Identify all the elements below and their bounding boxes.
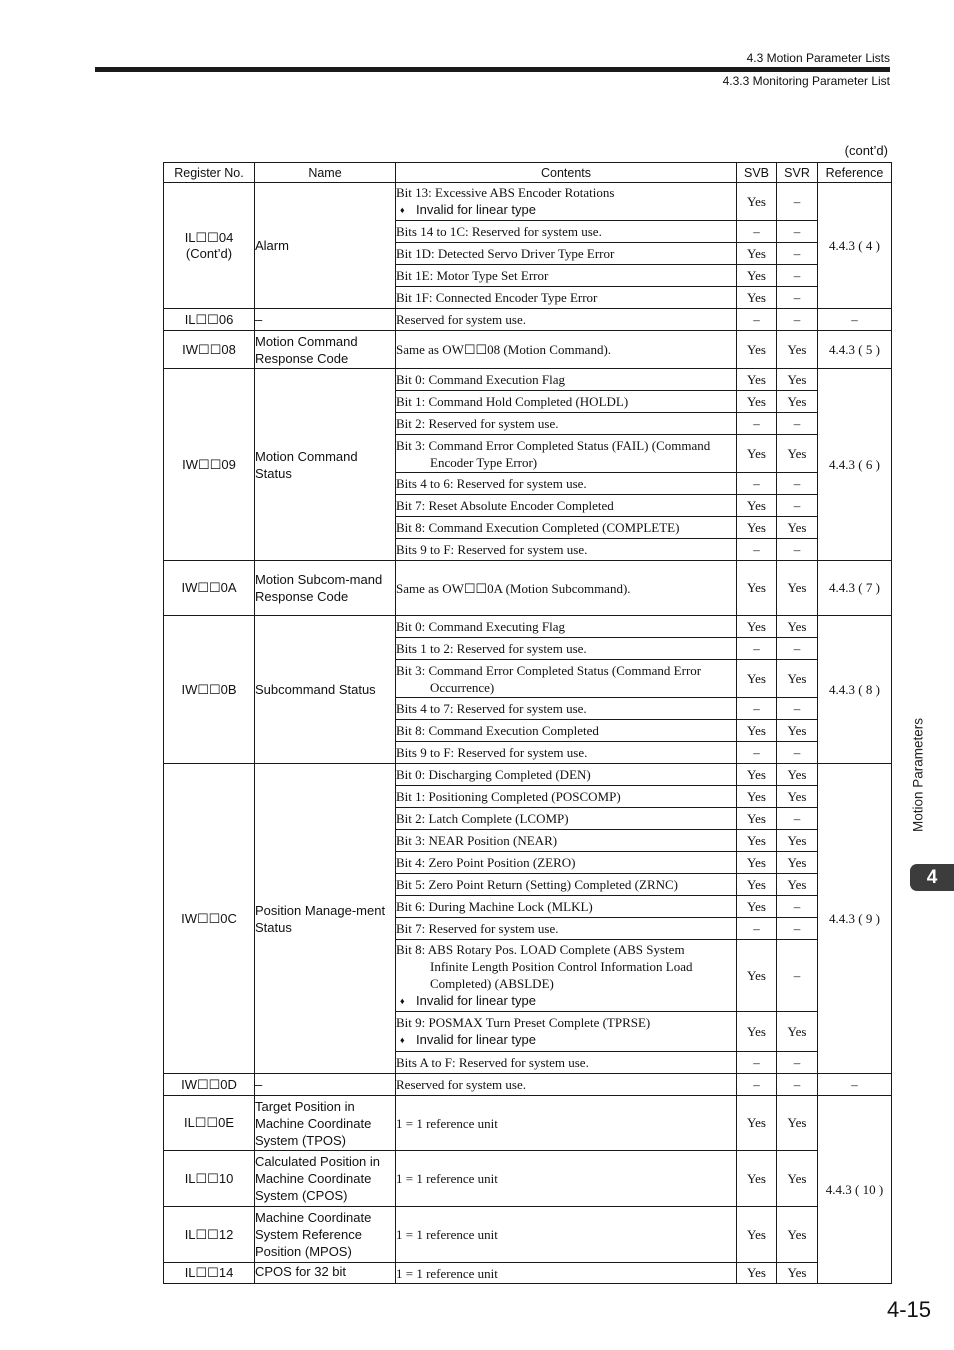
parameter-name: Alarm [255, 183, 396, 309]
svr-cell: – [777, 918, 818, 940]
contents-line: Bits 1 to 2: Reserved for system use. [396, 641, 587, 656]
table-row [164, 369, 892, 391]
svr-cell: Yes [777, 764, 818, 786]
register-number: IL☐☐12 [184, 1226, 234, 1242]
svb-cell: – [737, 413, 777, 435]
table-row [164, 561, 892, 616]
note-line [396, 992, 736, 1010]
svb-cell: Yes [737, 265, 777, 287]
contents-line: Bit 13: Excessive ABS Encoder Rotations [396, 184, 615, 200]
contents-cell [396, 1012, 737, 1052]
svr-cell: – [777, 309, 818, 331]
contents-line: Bit 0: Command Execution Flag [396, 372, 565, 387]
col-svr: SVR [777, 163, 818, 183]
register-number: IW☐☐0A [181, 580, 237, 595]
svb-cell: Yes [737, 287, 777, 309]
register-cell [164, 369, 255, 561]
svr-cell: – [777, 495, 818, 517]
contents-cell [396, 698, 737, 720]
table-header-row [164, 163, 892, 183]
contents-line: Reserved for system use. [396, 312, 526, 327]
svr-cell: – [777, 183, 818, 221]
contents-line: Bit 0: Command Executing Flag [396, 619, 565, 634]
contents-cell [396, 616, 737, 638]
contents-line: Same as OW☐☐0A (Motion Subcommand). [396, 580, 631, 596]
svb-cell: Yes [737, 786, 777, 808]
contents-line: Bit 1D: Detected Servo Driver Type Error [396, 246, 615, 261]
register-number: IW☐☐0B [181, 681, 237, 697]
contents-line: Same as OW☐☐08 (Motion Command). [396, 342, 612, 357]
note-text: Invalid for linear type [416, 1031, 536, 1047]
svb-cell: – [737, 1074, 777, 1096]
svr-cell: Yes [777, 1151, 818, 1207]
svb-cell: Yes [737, 1151, 777, 1207]
svb-cell: – [737, 309, 777, 331]
contents-line: Bit 2: Reserved for system use. [396, 416, 559, 431]
svr-cell: Yes [777, 1207, 818, 1263]
register-number: IL☐☐04 [184, 230, 234, 245]
contents-cell [396, 391, 737, 413]
parameter-name: – [255, 1074, 396, 1096]
register-number: IW☐☐08 [182, 341, 236, 357]
svr-cell: – [777, 698, 818, 720]
col-name: Name [255, 163, 396, 183]
contents-cell [396, 265, 737, 287]
contents-line: Bit 1: Command Hold Completed (HOLDL) [396, 394, 629, 409]
reference-cell: – [818, 1074, 892, 1096]
svb-cell: Yes [737, 830, 777, 852]
side-tab [904, 705, 932, 845]
contents-line: Bit 0: Discharging Completed (DEN) [396, 767, 591, 782]
svr-cell: – [777, 473, 818, 495]
contents-line: Bit 8: ABS Rotary Pos. LOAD Complete (ABS System [396, 941, 685, 957]
svb-cell: – [737, 473, 777, 495]
svb-cell: Yes [737, 435, 777, 473]
table-row [164, 331, 892, 369]
bullet-icon: ♦ [400, 1035, 405, 1046]
svb-cell: – [737, 1052, 777, 1074]
contents-cell [396, 539, 737, 561]
svb-cell: Yes [737, 852, 777, 874]
register-number: IL☐☐14 [184, 1265, 234, 1280]
contents-line: Bits 14 to 1C: Reserved for system use. [396, 224, 602, 239]
reference-cell: 4.4.3 ( 6 ) [818, 369, 892, 561]
svb-cell: Yes [737, 1012, 777, 1052]
contents-line: Bit 7: Reserved for system use. [396, 921, 559, 936]
contents-cell [396, 720, 737, 742]
contents-cell [396, 660, 737, 698]
contents-line: Bits 4 to 6: Reserved for system use. [396, 476, 587, 491]
svb-cell: Yes [737, 660, 777, 698]
register-number: IL☐☐10 [184, 1170, 234, 1186]
contents-line: Bit 3: Command Error Completed Status (Command Error [396, 662, 702, 678]
svb-cell: – [737, 638, 777, 660]
contents-line: Bits 4 to 7: Reserved for system use. [396, 701, 587, 716]
svr-cell: – [777, 1074, 818, 1096]
parameter-name: – [255, 309, 396, 331]
contents-line: Reserved for system use. [396, 1077, 526, 1092]
contents-cell [396, 517, 737, 539]
contents-cell [396, 1263, 737, 1284]
header-rule [95, 67, 890, 72]
contents-cell [396, 874, 737, 896]
reference-cell: 4.4.3 ( 8 ) [818, 616, 892, 764]
register-cell [164, 1151, 255, 1207]
svr-cell: Yes [777, 1012, 818, 1052]
table-row [164, 1207, 892, 1263]
svr-cell: – [777, 742, 818, 764]
svr-cell: Yes [777, 830, 818, 852]
contents-line: Completed) (ABSLDE) [430, 975, 554, 991]
svb-cell: – [737, 698, 777, 720]
svb-cell: Yes [737, 764, 777, 786]
contents-cell [396, 1096, 737, 1151]
contents-cell [396, 369, 737, 391]
register-cell [164, 183, 255, 309]
contents-cell [396, 918, 737, 940]
register-number: IL☐☐0E [183, 1115, 235, 1130]
contents-cell [396, 808, 737, 830]
contents-cell [396, 287, 737, 309]
register-cell [164, 309, 255, 331]
svr-cell: Yes [777, 1263, 818, 1284]
svr-cell: Yes [777, 852, 818, 874]
svr-cell: – [777, 1052, 818, 1074]
contents-cell [396, 331, 737, 369]
note-text: Invalid for linear type [416, 992, 536, 1008]
contents-line: 1 = 1 reference unit [396, 1115, 498, 1131]
table-row [164, 1263, 892, 1284]
contents-line: Bit 9: POSMAX Turn Preset Complete (TPRSE) [396, 1014, 651, 1030]
subsection-header: 4.3.3 Monitoring Parameter List [722, 74, 890, 88]
monitoring-parameter-table [163, 162, 892, 1284]
svb-cell: – [737, 742, 777, 764]
svr-cell: Yes [777, 561, 818, 616]
svb-cell: Yes [737, 1207, 777, 1263]
contents-line: Bit 8: Command Execution Completed (COMPLETE) [396, 520, 680, 535]
note-text: Invalid for linear type [416, 201, 536, 217]
svb-cell: – [737, 918, 777, 940]
svr-cell: – [777, 539, 818, 561]
contents-cell [396, 764, 737, 786]
register-cell [164, 1207, 255, 1263]
register-cell [164, 764, 255, 1074]
continued-label: (cont’d) [844, 143, 888, 158]
svr-cell: Yes [777, 435, 818, 473]
section-header: 4.3 Motion Parameter Lists [746, 51, 890, 65]
svr-cell: – [777, 413, 818, 435]
contents-cell [396, 243, 737, 265]
contents-line: Bits A to F: Reserved for system use. [396, 1055, 589, 1070]
contents-cell [396, 561, 737, 616]
contents-cell [396, 1207, 737, 1263]
reference-cell: 4.4.3 ( 5 ) [818, 331, 892, 369]
register-number: IW☐☐0C [181, 910, 237, 926]
contents-line: Bit 2: Latch Complete (LCOMP) [396, 811, 569, 826]
register-cell [164, 1263, 255, 1284]
svr-cell: Yes [777, 720, 818, 742]
svb-cell: Yes [737, 616, 777, 638]
parameter-name: Calculated Position in Machine Coordinate System (CPOS) [255, 1151, 396, 1207]
contents-line: 1 = 1 reference unit [396, 1171, 498, 1186]
register-number: IL☐☐06 [184, 311, 234, 327]
svb-cell: – [737, 221, 777, 243]
register-cell [164, 331, 255, 369]
page-number: 4-15 [886, 1297, 931, 1322]
bullet-icon: ♦ [400, 205, 405, 216]
contents-line: Bit 1: Positioning Completed (POSCOMP) [396, 789, 621, 804]
table-row [164, 309, 892, 331]
contents-cell [396, 896, 737, 918]
svr-cell: – [777, 896, 818, 918]
contents-cell [396, 309, 737, 331]
table-row [164, 1074, 892, 1096]
contents-line: Bit 1F: Connected Encoder Type Error [396, 290, 598, 305]
svr-cell: Yes [777, 874, 818, 896]
contents-line: Encoder Type Error) [430, 454, 538, 470]
svb-cell: Yes [737, 1263, 777, 1284]
svb-cell: – [737, 539, 777, 561]
svr-cell: Yes [777, 616, 818, 638]
contents-cell [396, 1074, 737, 1096]
parameter-name: Subcommand Status [255, 616, 396, 764]
register-extra: (Cont’d) [185, 246, 233, 261]
svb-cell: Yes [737, 391, 777, 413]
contents-cell [396, 786, 737, 808]
contents-cell [396, 1052, 737, 1074]
svb-cell: Yes [737, 369, 777, 391]
contents-line: Infinite Length Position Control Information Load [430, 958, 693, 974]
contents-line: Bit 4: Zero Point Position (ZERO) [396, 855, 576, 870]
parameter-name: Motion Subcom-mand Response Code [255, 561, 396, 616]
svb-cell: Yes [737, 808, 777, 830]
contents-cell [396, 638, 737, 660]
svr-cell: Yes [777, 369, 818, 391]
svr-cell: – [777, 265, 818, 287]
table-row [164, 183, 892, 221]
reference-cell: 4.4.3 ( 7 ) [818, 561, 892, 616]
svb-cell: Yes [737, 940, 777, 1012]
reference-cell: – [818, 309, 892, 331]
contents-cell [396, 852, 737, 874]
svb-cell: Yes [737, 720, 777, 742]
col-svb: SVB [737, 163, 777, 183]
svb-cell: Yes [737, 517, 777, 539]
contents-cell [396, 940, 737, 1012]
contents-line: Occurrence) [430, 679, 495, 695]
parameter-name: CPOS for 32 bit [255, 1263, 396, 1284]
svb-cell: Yes [737, 243, 777, 265]
table-row [164, 1096, 892, 1151]
parameter-name: Machine Coordinate System Reference Position (MPOS) [255, 1207, 396, 1263]
contents-line: Bit 8: Command Execution Completed [396, 723, 599, 738]
register-cell [164, 616, 255, 764]
svr-cell: – [777, 287, 818, 309]
contents-cell [396, 183, 737, 221]
table-row [164, 616, 892, 638]
contents-line: Bits 9 to F: Reserved for system use. [396, 542, 588, 557]
contents-cell [396, 413, 737, 435]
svr-cell: – [777, 221, 818, 243]
contents-line: 1 = 1 reference unit [396, 1227, 498, 1242]
svr-cell: Yes [777, 331, 818, 369]
svr-cell: – [777, 638, 818, 660]
note-line [396, 1031, 736, 1049]
svr-cell: Yes [777, 660, 818, 698]
parameter-name: Position Manage-ment Status [255, 764, 396, 1074]
svr-cell: – [777, 243, 818, 265]
svr-cell: – [777, 808, 818, 830]
register-number: IW☐☐09 [182, 456, 236, 472]
svb-cell: Yes [737, 896, 777, 918]
contents-line: Bits 9 to F: Reserved for system use. [396, 745, 588, 760]
contents-cell [396, 830, 737, 852]
table-row [164, 764, 892, 786]
reference-cell: 4.4.3 ( 9 ) [818, 764, 892, 1074]
svb-cell: Yes [737, 1096, 777, 1151]
reference-cell: 4.4.3 ( 4 ) [818, 183, 892, 309]
side-tab-label: Motion Parameters [910, 717, 926, 833]
contents-line: Bit 3: NEAR Position (NEAR) [396, 833, 558, 848]
register-cell [164, 1096, 255, 1151]
contents-line: Bit 1E: Motor Type Set Error [396, 268, 549, 283]
parameter-name: Target Position in Machine Coordinate System (TPOS) [255, 1096, 396, 1151]
contents-line: Bit 7: Reset Absolute Encoder Completed [396, 498, 614, 513]
bullet-icon: ♦ [400, 996, 405, 1007]
svb-cell: Yes [737, 183, 777, 221]
contents-cell [396, 742, 737, 764]
svb-cell: Yes [737, 874, 777, 896]
contents-cell [396, 221, 737, 243]
svr-cell: – [777, 940, 818, 1012]
contents-cell [396, 1151, 737, 1207]
note-line [396, 201, 736, 219]
parameter-name: Motion Command Response Code [255, 331, 396, 369]
col-register-no: Register No. [164, 163, 255, 183]
contents-cell [396, 435, 737, 473]
register-cell [164, 1074, 255, 1096]
svb-cell: Yes [737, 331, 777, 369]
register-cell [164, 561, 255, 616]
svr-cell: Yes [777, 517, 818, 539]
svb-cell: Yes [737, 495, 777, 517]
contents-line: 1 = 1 reference unit [396, 1265, 498, 1281]
reference-cell: 4.4.3 ( 10 ) [818, 1096, 892, 1284]
svb-cell: Yes [737, 561, 777, 616]
contents-line: Bit 5: Zero Point Return (Setting) Completed (ZRNC) [396, 877, 679, 892]
register-number: IW☐☐0D [181, 1076, 237, 1092]
contents-line: Bit 6: During Machine Lock (MLKL) [396, 899, 593, 914]
col-reference: Reference [818, 163, 892, 183]
svr-cell: Yes [777, 391, 818, 413]
contents-line: Bit 3: Command Error Completed Status (FAIL) (Command [396, 437, 711, 453]
contents-cell [396, 473, 737, 495]
col-contents: Contents [396, 163, 737, 183]
parameter-name: Motion Command Status [255, 369, 396, 561]
svr-cell: Yes [777, 786, 818, 808]
contents-cell [396, 495, 737, 517]
chapter-tab: 4 [910, 864, 954, 891]
table-row [164, 1151, 892, 1207]
svr-cell: Yes [777, 1096, 818, 1151]
